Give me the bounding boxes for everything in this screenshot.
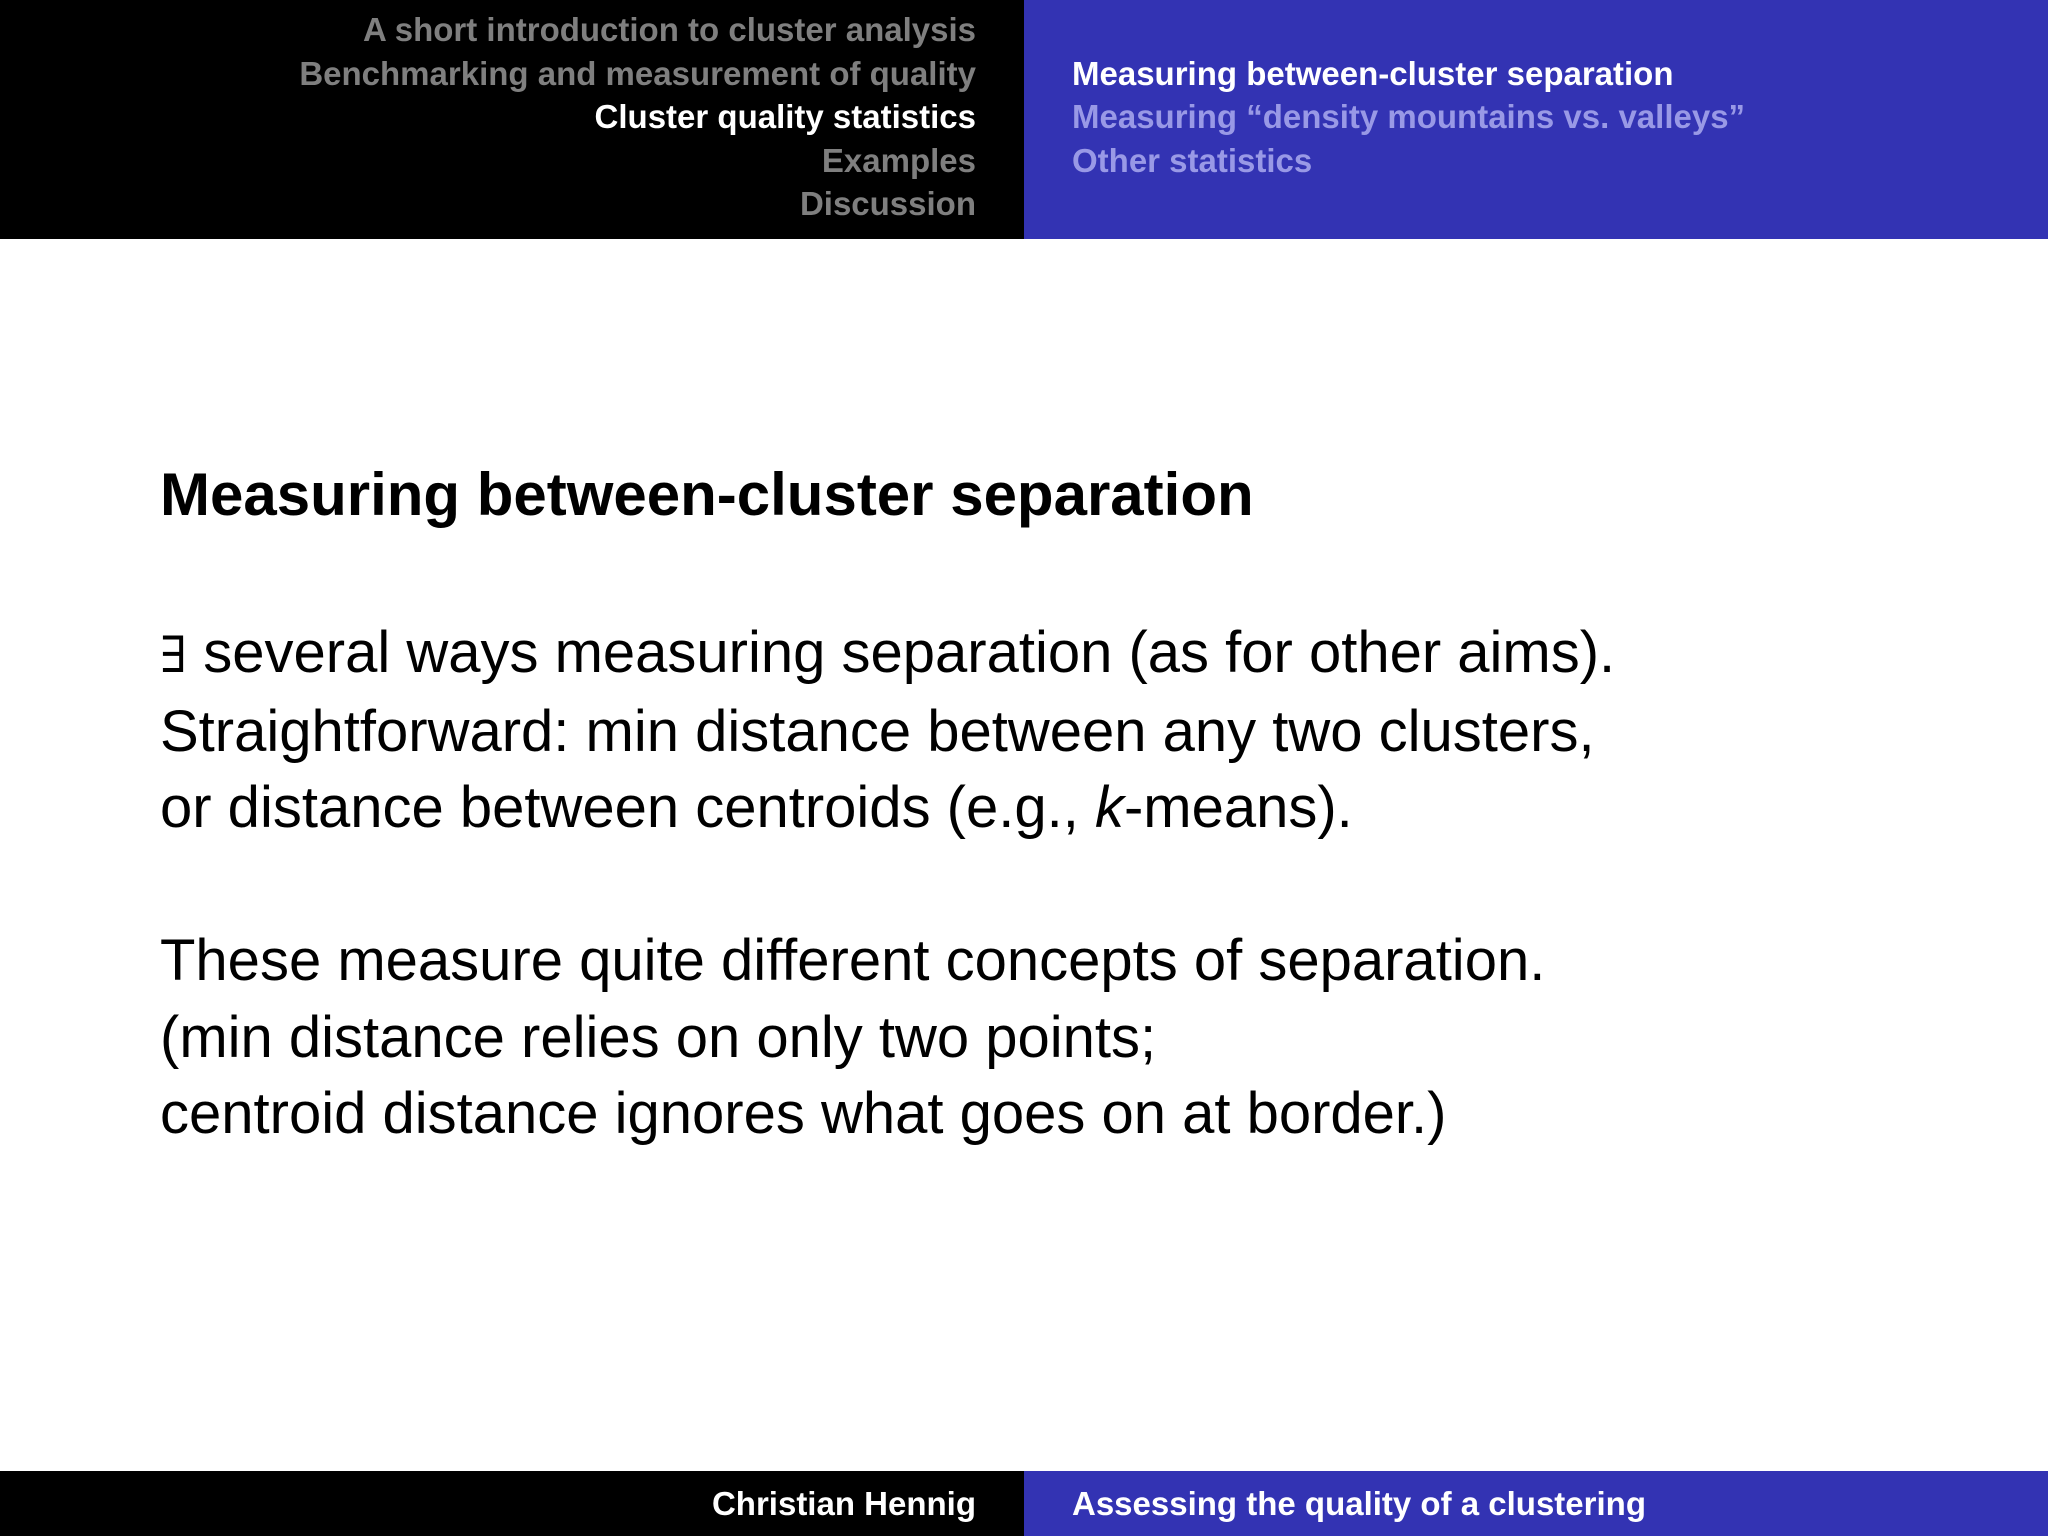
body-line bbox=[160, 615, 1615, 694]
nav-subsection-other[interactable]: Other statistics bbox=[1072, 141, 1313, 179]
nav-subsection-separation[interactable]: Measuring between-cluster separation bbox=[1072, 54, 1674, 92]
nav-section-examples[interactable]: Examples bbox=[821, 141, 976, 179]
footer-author: Christian Hennig bbox=[711, 1485, 976, 1522]
body-line bbox=[160, 770, 1615, 847]
exists-symbol: ∃ bbox=[160, 626, 188, 684]
footer-presentation-title: Assessing the quality of a clustering bbox=[1072, 1485, 1646, 1522]
paragraph-gap bbox=[160, 847, 1615, 924]
header-bar bbox=[0, 0, 2048, 239]
footer-author-panel bbox=[0, 1471, 1024, 1536]
nav-section-intro[interactable]: A short introduction to cluster analysis bbox=[362, 11, 976, 48]
body-text-span: several ways measuring separation (as for other aims). bbox=[187, 620, 1616, 685]
nav-section-benchmarking[interactable]: Benchmarking and measurement of quality bbox=[299, 54, 976, 92]
header-subsections-panel bbox=[1024, 0, 2048, 239]
body-text-span: or distance between centroids (e.g., bbox=[160, 775, 1095, 840]
body-line: These measure quite different concepts of separation. bbox=[160, 928, 1546, 993]
footer-bar bbox=[0, 1471, 2048, 1536]
subsection-navigation bbox=[1072, 52, 1745, 183]
nav-section-discussion[interactable]: Discussion bbox=[799, 185, 976, 223]
slide-title: Measuring between-cluster separation bbox=[160, 461, 1254, 528]
footer-title-panel bbox=[1024, 1471, 2048, 1536]
nav-section-cluster-quality[interactable]: Cluster quality statistics bbox=[594, 98, 976, 136]
body-line: Straightforward: min distance between any two clusters, bbox=[160, 698, 1595, 764]
section-navigation bbox=[299, 8, 976, 226]
math-k: k bbox=[1094, 775, 1124, 840]
body-line: centroid distance ignores what goes on at border.) bbox=[160, 1081, 1447, 1146]
body-text-span: -means). bbox=[1123, 775, 1353, 840]
nav-subsection-density[interactable]: Measuring “density mountains vs. valleys” bbox=[1072, 98, 1746, 136]
body-line: (min distance relies on only two points; bbox=[160, 1004, 1157, 1070]
header-sections-panel bbox=[0, 0, 1024, 239]
slide-body bbox=[160, 615, 1615, 1153]
